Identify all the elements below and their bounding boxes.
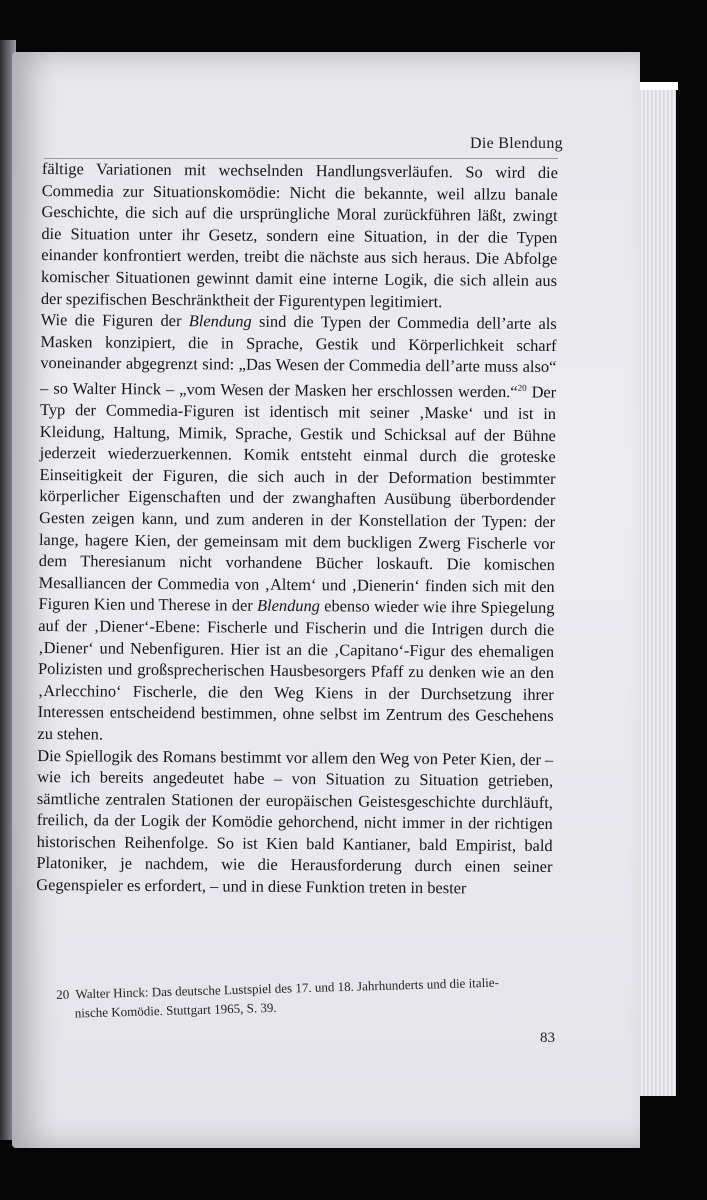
book-title-italic: Blendung (188, 311, 252, 331)
paragraph-2-part-d: ebenso wieder wie ihre Spiegelung auf der ‚Diener‘-Ebene: Fischerle und Fischerin und die Intrigen durch die ‚Diener‘ und Nebenfiguren. Hier ist an die ‚Capitano‘-Figur des ehemaligen Polizisten und großsprecherischen Hausbesorgers Pfaff zu denken wie an den ‚Arlecchino‘ Fischerle, die den Weg Kiens in der Durchsetzung ihrer Interessen entscheidend bestimmen, ohne selbst im Zentrum des Geschehens zu stehen. (37, 596, 555, 744)
paragraph-1: fältige Variationen mit wechselnden Handlungsverläufen. So wird die Commedia zur Situationskomödie: Nicht die bekannte, weil allzu banale Geschichte, die sich auf die ursprüngliche Moral zurückführen läßt, zwingt die Situation unter ihr Gesetz, sondern eine Situation, in der die Typen einander konfrontiert werden, treibt die nächste aus sich heraus. Die Abfolge komischer Situationen gewinnt damit eine interne Logik, die sich allein aus der spezifischen Beschränktheit der Figurentypen legitimiert. (40, 158, 558, 311)
footnote-number: 20 (56, 986, 70, 1002)
footnote-line-2: nische Komödie. Stuttgart 1965, S. 39. (74, 999, 277, 1021)
paragraph-2-part-b: sind die Typen der Commedia dell’arte als Masken konzipiert, die in Sprache, Gestik und Körperlichkeit scharf voneinander abgegrenzt sind: „Das Wesen der Commedia dell’arte muss also“ – so Walter Hinck – „vom Wesen der Masken her erschlossen werden.“ (40, 311, 557, 402)
running-head: Die Blendung (470, 135, 563, 152)
paragraph-2 (37, 309, 556, 748)
page-number: 83 (540, 1030, 555, 1046)
paragraph-2-part-c: Der Typ der Commedia-Figuren ist identisch mit seiner ‚Maske‘ und ist in Kleidung, Haltung, Mimik, Sprache, Gestik und Schicksal auf der Bühne jederzeit wiederzuerkennen. Komik entsteht einmal durch die groteske Einseitigkeit der Figuren, die sich auch in der Deformation bestimmter körperlicher Eigenschaften und der zwanghaften Ausübung überbordender Gesten zeigen kann, und zum anderen in der Konstellation der Typen: der lange, hagere Kien, der gemeinsam mit dem buckligen Zwerg Fischerle vor dem Theresianum nicht vorhandene Bücher loskauft. Die komischen Mesalliancen der Commedia von ‚Altem‘ und ‚Dienerin‘ finden sich mit den Figuren Kien und Therese in der (38, 382, 557, 616)
book-title-italic: Blendung (256, 596, 320, 616)
paragraph-3: Die Spiellogik des Romans bestimmt vor allem den Weg von Peter Kien, der – wie ich bereits angedeutet habe – von Situation zu Situation getrieben, sämtliche zentralen Stationen der europäischen Geistesgeschichte durchläuft, freilich, da der Logik der Komödie gehorchend, nicht immer in der richtigen historischen Reihenfolge. So ist Kien bald Kantianer, bald Empirist, bald Platoniker, je nachdem, wie die Herausforderung durch einen seiner Gegenspieler es erfordert, – und in diese Funktion treten in bester (36, 745, 554, 898)
footnote-reference: 20 (517, 382, 527, 393)
footnote-line-1: Walter Hinck: Das deutsche Lustspiel des 17. und 18. Jahrhunderts und die italie- (75, 974, 500, 1002)
paragraph-2-part-a: Wie die Figuren der (40, 310, 189, 331)
body-text (36, 158, 558, 900)
